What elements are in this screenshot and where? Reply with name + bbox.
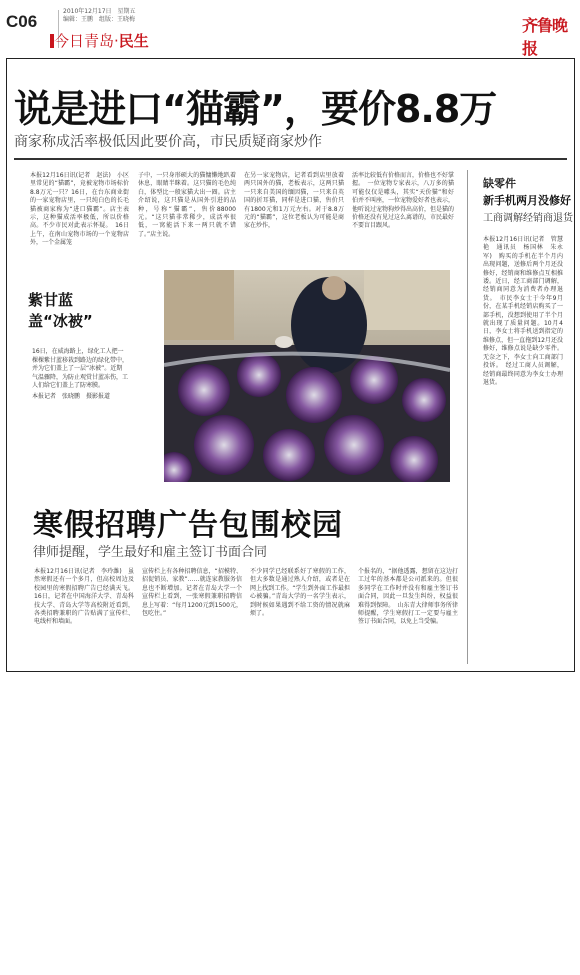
caption-title-line-1: 紫甘蓝 <box>28 291 74 309</box>
caption-text: 16日，在威海路上，绿化工人把一棵棵紫甘蓝移栽到路边的绿化带中，并为它们盖上了一层“冰被”。近期气温骤降，为防止观赏甘蓝冻伤，工人们给它们盖上了防寒膜。 <box>32 348 129 389</box>
photo-caption-body <box>32 348 128 401</box>
second-column-2: 宣传栏上有各种招聘信息，“招模特、招促销员、家教”……就连家教服务信息也不断增加。记者在青岛大学一个宣传栏上看到，一张寒假兼职招聘信息上写着：“每月1200元到1500元，包吃住。” <box>142 568 242 618</box>
news-photo <box>164 270 450 482</box>
photo-caption-title <box>28 290 93 332</box>
sidebar-divider <box>467 170 468 664</box>
sidebar-subheadline: 工商调解经销商退货 <box>483 213 573 224</box>
second-column-4: 个报名的，“据他透露，想留在这边打工过年的基本都是公司派来的。但很多同学在工作时并没有和雇主签订书面合同，因此一旦发生纠纷，权益很难得到保障。 山东青大律师事务所律师提醒，学生寒假打工一定要与雇主签订书面合同，以免上当受骗。 <box>358 568 458 626</box>
second-subheadline: 律师提醒，学生最好和雇主签订书面合同 <box>33 545 268 560</box>
newspaper-logo: 齐鲁晚报 <box>522 16 568 58</box>
page-number: C06 <box>6 12 38 31</box>
page-header <box>0 0 580 58</box>
second-column-1: 本报12月16日讯(记者 李玲潍) 虽然寒假还有一个多月，但高校周边及校园里的寒假招聘广告已经满天飞。16日，记者在中国海洋大学、青岛科技大学、青岛大学等高校附近看到，各类招聘兼职的广告贴满了宣传栏、电线杆和墙面。 <box>34 568 134 626</box>
photo-kale-bed <box>164 270 450 482</box>
second-column-3: 不少同学已经联系好了寒假的工作，但大多数是通过熟人介绍，或者是在网上找到工作。“学生到外面工作最担心被骗。”青岛大学的一名学生表示，到时候如果遇到不给工资的情况就麻烦了。 <box>250 568 350 618</box>
second-headline: 寒假招聘广告包围校园 <box>33 508 343 543</box>
lead-column-1: 本报12月16日讯(记者 赵法) 小区里常见的“猫霸”，竟被宠物市场标价8.8万元一只？16日，在台东商业街的一家宠物店里，一只纯白色的长毛猫被商家称为“进口猫霸”。店主表示，这种猫成活率极低，所以价格高。不少市民对此表示怀疑。 16日上午，在南山宠物市场的一个宠物店外，一个金属笼 <box>30 172 129 247</box>
issue-date: 2010年12月17日 星期五 <box>63 8 136 15</box>
lead-subheadline: 商家称成活率极低因此要价高，市民质疑商家炒作 <box>14 134 322 150</box>
sidebar-tag: 缺零件 <box>483 177 516 190</box>
issue-meta <box>63 8 136 24</box>
section-title: 今日青岛·民生 <box>54 32 149 50</box>
section-name: 民生 <box>118 32 149 50</box>
lead-column-4: 活率比较低有价格而言，价格也不好掌握。 一位宠物专家表示，八万多的猫可能仅仅是噱头，其实“天价猫”和好伯并不叫座，一位宠物爱好者也表示，他听说过宠物狗炒得出高价，但是猫的价格还没有见过这么离谱的，市民最好不要盲目跟风。 <box>352 172 455 230</box>
caption-title-line-2: 盖“冰被” <box>28 312 93 330</box>
section-prefix: 今日青岛 <box>54 32 115 50</box>
lead-column-2: 子中，一只身形硕大的猫慵懒地趴着休息，眼睛半眯着。这只猫的毛色纯白，体型比一般家猫大出一圈。店主介绍说，这只猫是从国外引进的品种，号称“猫霸”，售价88000元。“这只猫非常稀少，成活率很低，一窝能活下来一两只就不错了。”店主说。 <box>138 172 236 238</box>
section-marker-icon <box>50 34 54 48</box>
lead-headline: 说是进口“猫霸”，要价8.8万 <box>14 87 497 131</box>
caption-credit: 本报记者 张晓鹏 摄影报道 <box>32 392 111 400</box>
issue-editors: 编辑：王鹏 组版：王晓梅 <box>63 16 136 23</box>
sidebar-body: 本报12月16日讯(记者 管慧艳 通讯员 杨国林 朱永军) 购买的手机在半个月内出现问题，送修后两个月还没修好，经销商和维修点互相推诿。近日，经工商部门调解，经销商同意为消费者办理退货。 市民李女士于今年9月份，在某手机经销店购买了一部手机，没想到使用了半个月就出现了质量问题。10月4日，李女士将手机送到指定的维修点，但一直拖到12月还没修好，维修点说是缺少零件。无奈之下，李女士向工商部门投诉。 经过工商人员调解，经销商最终同意为李女士办理退货。 <box>483 236 563 386</box>
sidebar-headline: 新手机两月没修好 <box>483 194 571 207</box>
lead-column-3: 在另一家宠物店，记者看到店里放着两只国外的猫，老板表示，这两只猫一只来自美国的缅因猫，一只来自英国的折耳猫，同样是进口猫，售价只有1800元和1万元左右。对于8.8万元的“猫霸”，这位老板认为可能是商家在炒作， <box>244 172 344 230</box>
headline-rule <box>14 158 567 160</box>
